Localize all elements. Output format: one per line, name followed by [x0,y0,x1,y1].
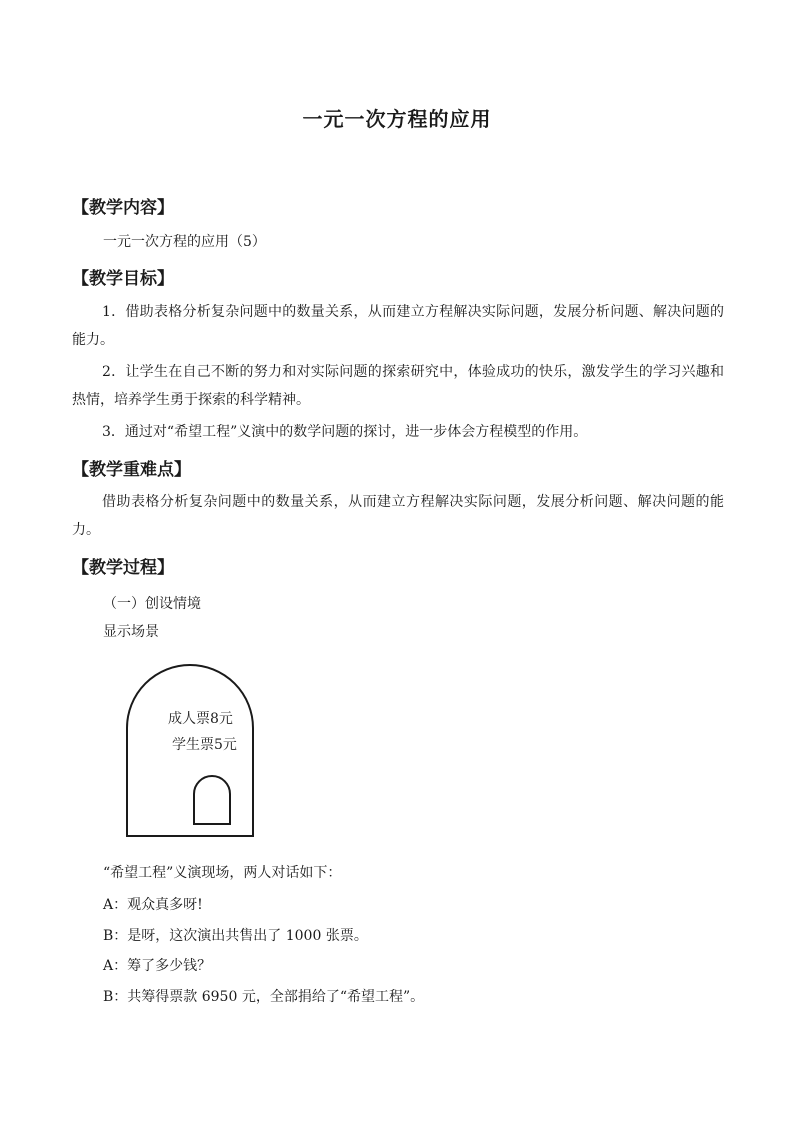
process-step-1: （一）创设情境 [103,596,201,612]
heading-key-points: 【教学重难点】 [72,460,191,480]
document-title: 一元一次方程的应用 [302,107,492,131]
key-points-text: 借助表格分析复杂问题中的数量关系，从而建立方程解决实际问题，发展分析问题、解决问题的能力。 [72,494,724,538]
goal-2: 2．让学生在自己不断的努力和对实际问题的探索研究中，体验成功的快乐，激发学生的学习兴趣和热情，培养学生勇于探索的科学精神。 [72,364,724,408]
heading-teaching-content: 【教学内容】 [72,198,174,218]
adult-ticket-price: 成人票8元 [168,711,233,727]
ticket-booth-drawing [122,660,258,840]
heading-teaching-goals: 【教学目标】 [72,269,174,289]
dialogue-line: A：筹了多少钱？ [103,958,212,974]
content-line: 一元一次方程的应用（5） [103,234,266,250]
dialogue-line: B：是呀，这次演出共售出了 1000 张票。 [103,928,368,944]
dialogue-line: A：观众真多呀! [103,897,203,913]
dialogue-intro: “希望工程”义演现场，两人对话如下： [103,865,342,881]
heading-teaching-process: 【教学过程】 [72,558,174,578]
goal-1: 1．借助表格分析复杂问题中的数量关系，从而建立方程解决实际问题，发展分析问题、解决问题的能力。 [72,304,724,348]
ticket-booth-figure [122,660,258,840]
goal-3: 3．通过对“希望工程”义演中的数学问题的探讨，进一步体会方程模型的作用。 [102,424,588,440]
process-show-scene: 显示场景 [103,624,159,640]
student-ticket-price: 学生票5元 [172,737,237,753]
dialogue-line: B：共筹得票款 6950 元，全部捐给了“希望工程”。 [103,989,425,1005]
